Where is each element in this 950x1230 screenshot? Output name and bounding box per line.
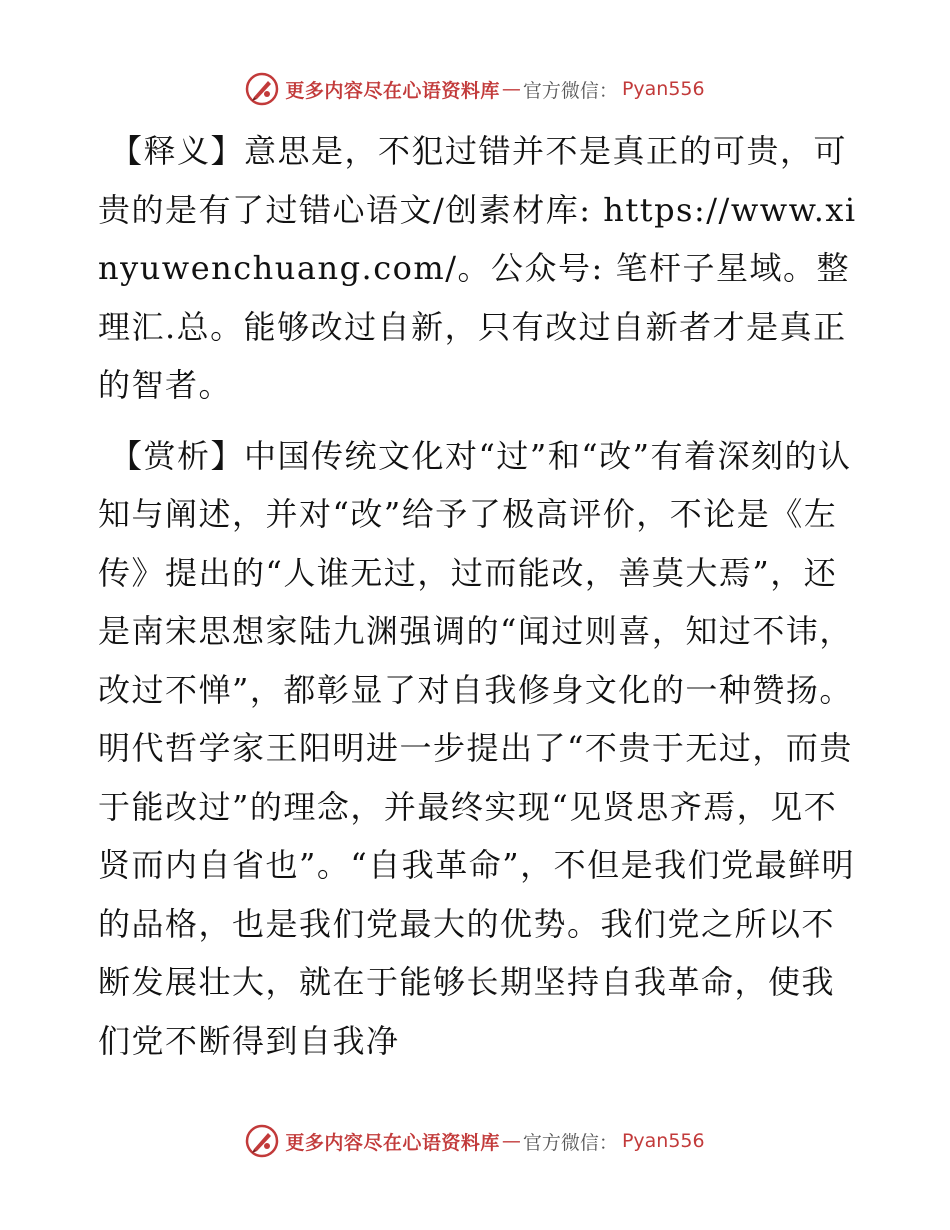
paragraph-analysis (98, 427, 858, 1071)
paragraph-definition (98, 122, 858, 415)
pen-logo-icon (245, 72, 279, 106)
banner-dash: — (501, 1130, 521, 1152)
document-body (98, 122, 858, 1070)
pen-logo-icon (245, 1124, 279, 1158)
footer-banner (0, 1121, 950, 1161)
definition-label: 【释义】 (110, 132, 245, 170)
banner-official-label: 官方微信： (522, 79, 618, 102)
banner-promo-text: 更多内容尽在心语资料库 (285, 1131, 500, 1154)
analysis-label: 【赏析】 (110, 436, 245, 475)
definition-text: 意思是，不犯过错并不是真正的可贵，可贵的是有了过错心语文/创素材库: https://www.xinyuwenchuang.com/。公众号: 笔杆子星域。整理汇.总。能够改过自新，只有改过自新者才是真正的智者。 (98, 132, 857, 404)
banner-official-label: 官方微信： (522, 1131, 618, 1154)
analysis-text: 中国传统文化对“过”和“改”有着深刻的认知与阐述，并对“改”给予了极高评价，不论是《左传》提出的“人谁无过，过而能改，善莫大焉”，还是南宋思想家陆九渊强调的“闻过则喜，知过不讳，改过不惮”，都彰显了对自我修身文化的一种赞扬。明代哲学家王阳明进一步提出了“不贵于无过，而贵于能改过”的理念，并最终实现“见贤思齐焉，见不贤而内自省也”。“自我革命”，不但是我们党最鲜明的品格，也是我们党最大的优势。我们党之所以不断发展壮大，就在于能够长期坚持自我革命，使我们党不断得到自我净 (98, 436, 856, 1060)
header-banner (0, 69, 950, 109)
banner-dash: — (501, 78, 521, 100)
banner-wechat-id: Pyan556 (621, 1130, 705, 1152)
banner-promo-text: 更多内容尽在心语资料库 (285, 79, 500, 102)
banner-wechat-id: Pyan556 (621, 78, 705, 100)
